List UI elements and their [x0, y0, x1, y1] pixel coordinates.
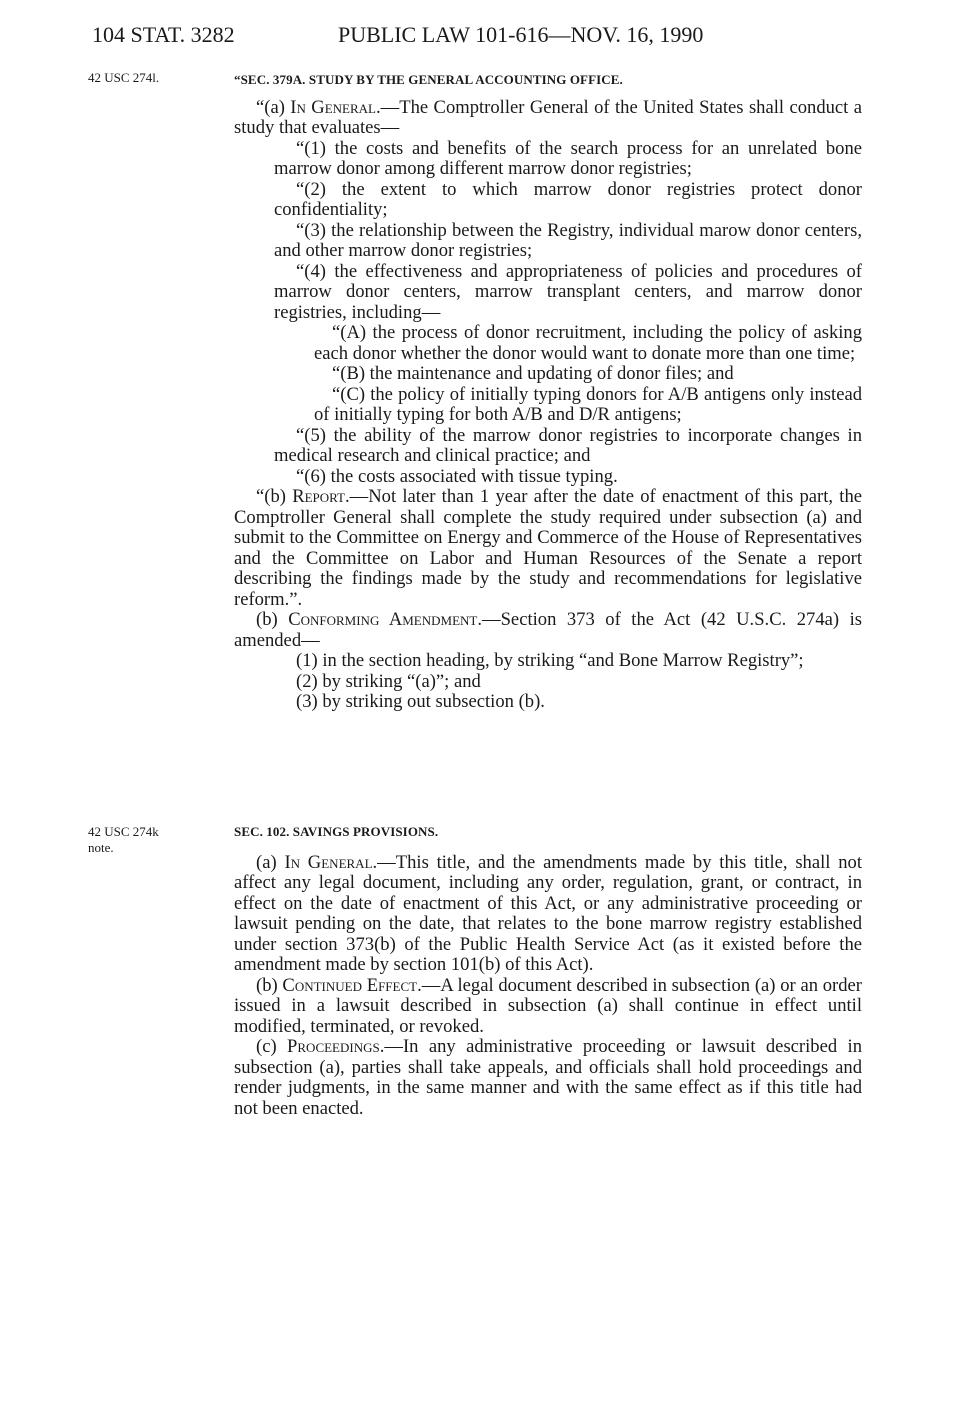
item-6: “(6) the costs associated with tissue typing. [296, 465, 618, 487]
margin-note-274l: 42 USC 274l. [88, 70, 160, 85]
subsection-a-caption: In General. [290, 96, 381, 118]
margin-note-274k-line1: 42 USC 274k [88, 824, 159, 839]
stat-citation: 104 STAT. 3282 [92, 22, 235, 47]
sec-102-c-caption: Proceedings. [287, 1036, 385, 1057]
item-4: “(4) the effectiveness and appropriateness of policies and procedures of marrow donor centers, marrow transplant centers, and marrow donor registries, including— [274, 260, 862, 323]
sec-102-a-text: —This title, and the amendments made by this title, shall not affect any legal document, including any order, regulation, grant, or contract, in effect on the date of enactment of this Act, or any administrative proceeding or lawsuit pending on the date, that relates to the bone marrow registry established under section 373(b) of the Public Health Service Act (as it existed before the amendment made by section 101(b) of this Act). [234, 851, 862, 975]
conforming-label: (b) [256, 609, 289, 630]
public-law-citation: PUBLIC LAW 101-616—NOV. 16, 1990 [338, 22, 704, 47]
conforming-item-3: (3) by striking out subsection (b). [296, 691, 545, 712]
item-a: “(A) the process of donor recruitment, including the policy of asking each donor whether the donor would want to donate more than one time; [314, 322, 862, 364]
item-3: “(3) the relationship between the Registry, individual marow donor centers, and other marrow donor registries; [274, 219, 862, 261]
sec-102-heading: SEC. 102. SAVINGS PROVISIONS. [234, 824, 439, 839]
item-c: “(C) the policy of initially typing donors for A/B antigens only instead of initially typing for both A/B and D/R antigens; [314, 383, 862, 425]
item-b: “(B) the maintenance and updating of donor files; and [332, 363, 734, 384]
subsection-b-text: —Not later than 1 year after the date of enactment of this part, the Comptroller General shall complete the study required under subsection (a) and submit to the Committee on Energy and Commerce of the House of Representatives and the Committee on Labor and Human Resources of the Senate a report describing the findings made by the study and recommendations for legislative reform.”. [234, 486, 862, 610]
conforming-item-2: (2) by striking “(a)”; and [296, 670, 481, 692]
sec-102 [234, 822, 862, 1119]
sec-102-b-text: —A legal document described in subsection (a) or an order issued in a lawsuit described in subsection (a) shall continue in effect until modified, terminated, or revoked. [234, 974, 862, 1037]
sec-379a-subsection-b [234, 487, 862, 610]
sec-379a-heading: “SEC. 379A. STUDY BY THE GENERAL ACCOUNTING OFFICE. [234, 72, 623, 87]
conforming-item-1: (1) in the section heading, by striking “and Bone Marrow Registry”; [296, 650, 804, 671]
sec-102-c-label: (c) [256, 1036, 288, 1057]
conforming-amendment [234, 610, 862, 651]
conforming-caption: Conforming Amendment. [288, 609, 482, 630]
subsection-b-caption: Report. [292, 486, 350, 507]
sec-102-b-label: (b) [256, 974, 283, 996]
item-1: “(1) the costs and benefits of the search process for an unrelated bone marrow donor among different marrow donor registries; [274, 137, 862, 179]
margin-note-274k-line2: note. [88, 840, 114, 855]
subsection-a-text: —The Comptroller General of the United States shall conduct a study that evaluates— [234, 96, 862, 138]
subsection-b-label: “(b) [256, 486, 293, 507]
sec-102-a-caption: In General. [284, 851, 378, 873]
page-header [92, 22, 862, 56]
sec-102-b-caption: Continued Effect. [282, 974, 422, 996]
sec-102-c-text: —In any administrative proceeding or lawsuit described in subsection (a), parties shall take appeals, and officials shall hold proceedings and render judgments, in the same manner and with the same effect as if this title had not been enacted. [234, 1036, 862, 1119]
conforming-text: —Section 373 of the Act (42 U.S.C. 274a) is amended— [234, 609, 862, 651]
sec-102-subsection-b [234, 976, 862, 1038]
sec-102-subsection-c [234, 1037, 862, 1119]
subsection-a-label: “(a) [256, 96, 291, 118]
item-5: “(5) the ability of the marrow donor registries to incorporate changes in medical research and clinical practice; and [274, 424, 862, 466]
sec-379a [234, 70, 862, 713]
item-2: “(2) the extent to which marrow donor registries protect donor confidentiality; [274, 178, 862, 220]
sec-102-a-label: (a) [256, 851, 285, 873]
sec-102-subsection-a [234, 853, 862, 976]
sec-379a-subsection-a [234, 98, 862, 139]
margin-note-274k [88, 824, 208, 856]
